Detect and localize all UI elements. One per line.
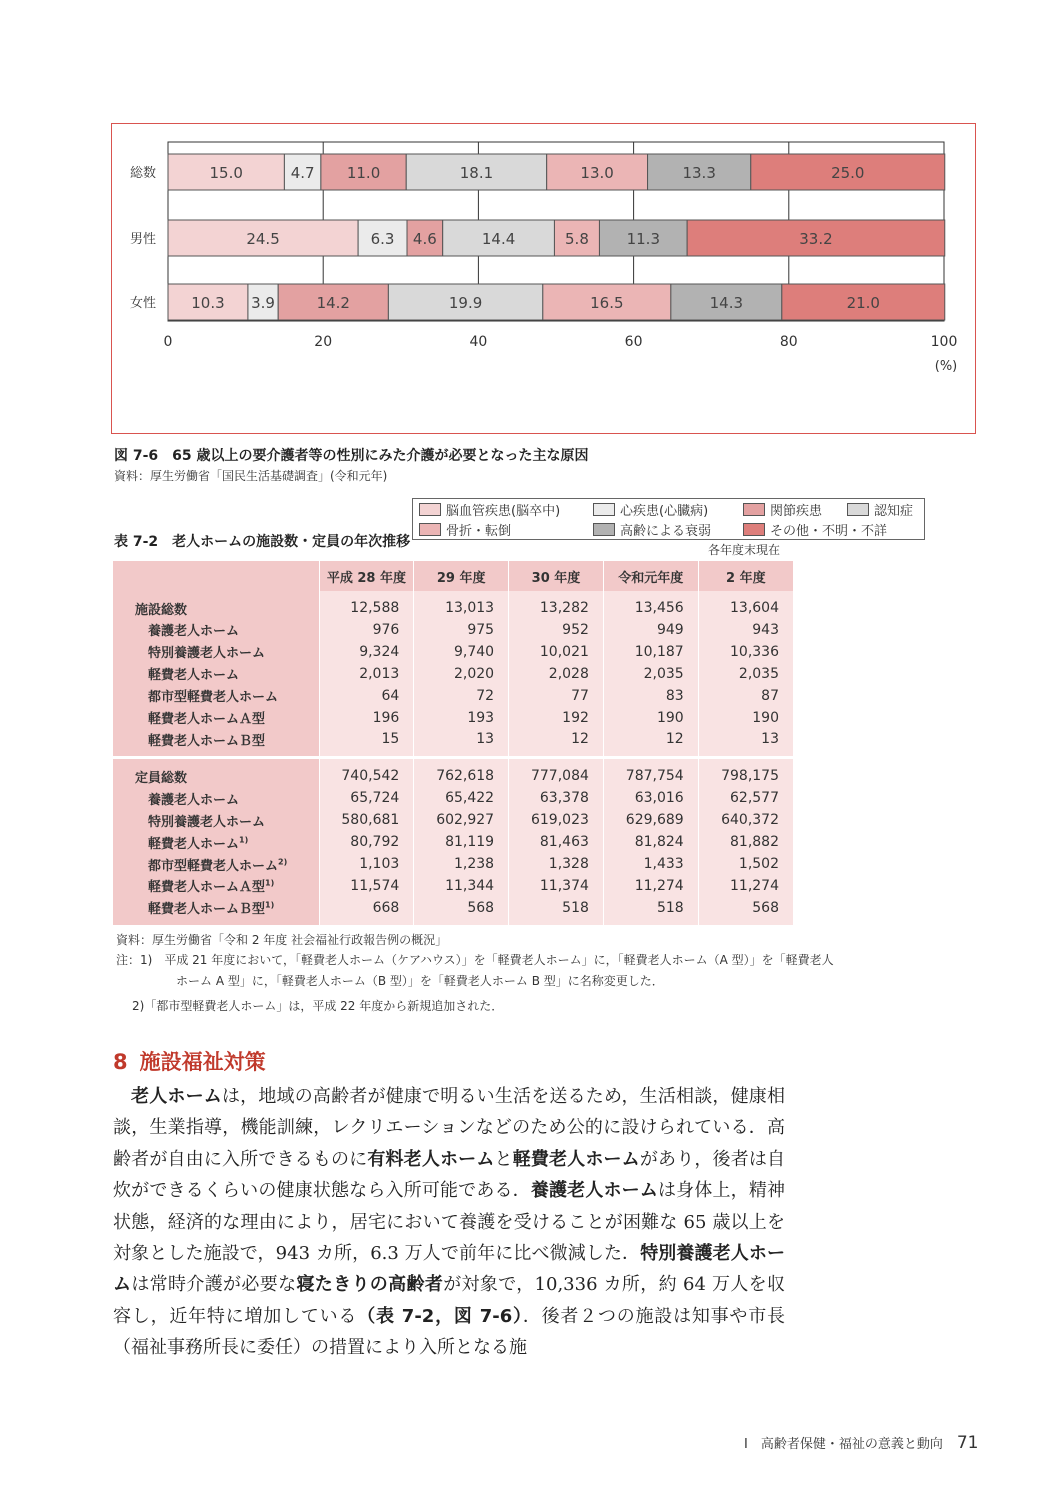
row-label: 都市型軽費老人ホーム$^{2)}$ bbox=[113, 853, 319, 875]
table-cell: 10,187 bbox=[603, 641, 698, 663]
table-cell: 943 bbox=[698, 619, 793, 641]
x-unit-label: (%) bbox=[934, 359, 958, 374]
row-label: 軽費老人ホームＡ型 bbox=[113, 707, 319, 729]
legend-label: 高齢による衰弱 bbox=[620, 523, 712, 539]
table-cell: 798,175 bbox=[698, 759, 793, 787]
body-text: は常時介護が必要な bbox=[131, 1274, 297, 1296]
x-tick-label: 0 bbox=[163, 334, 173, 350]
bar-value-label: 16.5 bbox=[590, 294, 624, 312]
table-cell: 13,604 bbox=[698, 591, 793, 619]
table-cell: 190 bbox=[603, 707, 698, 729]
table-title: 表 7-2 老人ホームの施設数・定員の年次推移 bbox=[114, 534, 411, 550]
body-bold: 老人ホーム bbox=[131, 1086, 222, 1107]
chart-legend bbox=[412, 498, 925, 540]
table-cell: 1,238 bbox=[414, 853, 509, 875]
table-cell: 1,433 bbox=[603, 853, 698, 875]
table-row bbox=[113, 641, 793, 663]
table-cell: 81,119 bbox=[414, 831, 509, 853]
section-title: 施設福祉対策 bbox=[139, 1050, 266, 1074]
body-text: が対象で，10,336 カ所，約 64 万人を収容し，近年特に増加している bbox=[113, 1274, 786, 1327]
table-row bbox=[113, 897, 793, 925]
table-row bbox=[113, 875, 793, 897]
x-tick-label: 80 bbox=[779, 334, 798, 350]
row-label: 軽費老人ホームＢ型 bbox=[113, 728, 319, 756]
stacked-bar-chart bbox=[112, 124, 977, 435]
table-cell: 9,324 bbox=[319, 641, 414, 663]
table-cell: 602,927 bbox=[414, 809, 509, 831]
table-cell: 518 bbox=[603, 897, 698, 925]
header-cell: 30 年度 bbox=[509, 561, 604, 591]
legend-item bbox=[419, 499, 560, 519]
table-row bbox=[113, 685, 793, 707]
row-label: 軽費老人ホームＡ型$^{1)}$ bbox=[113, 875, 319, 897]
legend-label: 認知症 bbox=[874, 503, 914, 519]
header-cell: 平成 28 年度 bbox=[319, 561, 414, 591]
table-cell: 10,336 bbox=[698, 641, 793, 663]
table-cell: 1,328 bbox=[509, 853, 604, 875]
table-cell: 12 bbox=[603, 728, 698, 756]
bar-value-label: 4.7 bbox=[290, 164, 315, 182]
x-tick-label: 40 bbox=[469, 334, 488, 350]
legend-label: 脳血管疾患(脳卒中) bbox=[446, 503, 561, 519]
table-cell: 13 bbox=[414, 728, 509, 756]
page-footer bbox=[744, 1433, 978, 1453]
bar-value-label: 18.1 bbox=[459, 164, 494, 182]
header-cell: 2 年度 bbox=[698, 561, 793, 591]
table-cell: 1,103 bbox=[319, 853, 414, 875]
table-cell: 619,023 bbox=[509, 809, 604, 831]
page-number: 71 bbox=[956, 1433, 979, 1453]
table-cell: 11,374 bbox=[509, 875, 604, 897]
bar-value-label: 14.4 bbox=[481, 230, 516, 248]
table-cell: 13,282 bbox=[509, 591, 604, 619]
row-label: 軽費老人ホーム bbox=[113, 663, 319, 685]
body-text: は身体上，精神状態，経済的な理由により，居宅において養護を受けることが困難な 65 歳以上を対象とした施設で，943 カ所，6.3 万人で前年に比べ微減した． bbox=[113, 1180, 786, 1265]
row-label: 軽費老人ホームＢ型$^{1)}$ bbox=[113, 897, 319, 925]
bar-value-label: 11.0 bbox=[346, 164, 381, 182]
bar-value-label: 15.0 bbox=[209, 164, 243, 182]
table-cell: 787,754 bbox=[603, 759, 698, 787]
bar-value-label: 33.2 bbox=[799, 230, 833, 248]
table-cell: 11,274 bbox=[603, 875, 698, 897]
table-cell: 2,035 bbox=[698, 663, 793, 685]
table-cell: 740,542 bbox=[319, 759, 414, 787]
table-cell: 11,574 bbox=[319, 875, 414, 897]
table-cell: 13,456 bbox=[603, 591, 698, 619]
header-cell: 29 年度 bbox=[414, 561, 509, 591]
bar-value-label: 21.0 bbox=[846, 294, 880, 312]
table-cell: 9,740 bbox=[414, 641, 509, 663]
body-text: ．後者２つの施設は知事や市長（福祉事務所長に委任）の措置により入所となる施 bbox=[113, 1305, 785, 1359]
table-cell: 668 bbox=[319, 897, 414, 925]
header-cell bbox=[113, 561, 319, 591]
legend-swatch bbox=[593, 503, 615, 516]
table-row bbox=[113, 728, 793, 756]
table-cell: 11,344 bbox=[414, 875, 509, 897]
bar-value-label: 24.5 bbox=[246, 230, 280, 248]
section-number: 8 bbox=[113, 1050, 128, 1074]
table-cell: 62,577 bbox=[698, 787, 793, 809]
legend-label: 心疾患(心臓病) bbox=[620, 503, 709, 519]
bar-value-label: 4.6 bbox=[412, 230, 437, 248]
legend-swatch bbox=[847, 503, 869, 516]
row-label: 特別養護老人ホーム bbox=[113, 641, 319, 663]
body-paragraph bbox=[113, 1081, 785, 1364]
bar-value-label: 14.2 bbox=[316, 294, 350, 312]
table-cell: 976 bbox=[319, 619, 414, 641]
facilities-table bbox=[113, 561, 793, 925]
table-cell: 13,013 bbox=[414, 591, 509, 619]
legend-swatch bbox=[743, 523, 765, 536]
table-cell: 13 bbox=[698, 728, 793, 756]
category-label: 男性 bbox=[130, 232, 157, 247]
table-row bbox=[113, 707, 793, 729]
bar-value-label: 3.9 bbox=[251, 294, 275, 312]
body-bold: 養護老人ホーム bbox=[530, 1180, 659, 1202]
table-cell: 11,274 bbox=[698, 875, 793, 897]
table-note: 各年度末現在 bbox=[708, 543, 781, 557]
table-cell: 72 bbox=[414, 685, 509, 707]
table-cell: 640,372 bbox=[698, 809, 793, 831]
row-label: 養護老人ホーム bbox=[113, 787, 319, 809]
table-cell: 63,016 bbox=[603, 787, 698, 809]
table-cell: 192 bbox=[509, 707, 604, 729]
legend-item bbox=[743, 499, 822, 519]
table-cell: 2,013 bbox=[319, 663, 414, 685]
body-bold: 特別養護老人ホーム bbox=[113, 1243, 785, 1296]
table-row bbox=[113, 591, 793, 619]
legend-item bbox=[593, 499, 708, 519]
table-cell: 83 bbox=[603, 685, 698, 707]
table-cell: 518 bbox=[509, 897, 604, 925]
bar-value-label: 6.3 bbox=[370, 230, 395, 248]
category-label: 女性 bbox=[130, 296, 157, 311]
table-cell: 777,084 bbox=[509, 759, 604, 787]
x-tick-label: 20 bbox=[314, 334, 333, 350]
bar-value-label: 10.3 bbox=[191, 294, 225, 312]
body-bold: 軽費老人ホーム bbox=[512, 1148, 640, 1170]
table-cell: 1,502 bbox=[698, 853, 793, 875]
table-note-1b: ホーム A 型」に，「軽費老人ホーム（B 型）」を「軽費老人ホーム B 型」に名称変更した． bbox=[176, 974, 664, 988]
legend-swatch bbox=[419, 523, 441, 536]
legend-item bbox=[743, 519, 887, 539]
legend-label: 関節疾患 bbox=[770, 503, 823, 519]
table-cell: 949 bbox=[603, 619, 698, 641]
legend-swatch bbox=[419, 503, 441, 516]
table-cell: 629,689 bbox=[603, 809, 698, 831]
table-cell: 12,588 bbox=[319, 591, 414, 619]
bar-value-label: 14.3 bbox=[709, 294, 744, 312]
body-bold: 有料老人ホーム bbox=[367, 1148, 495, 1170]
table-row bbox=[113, 809, 793, 831]
bar-value-label: 25.0 bbox=[831, 164, 865, 182]
header-cell: 令和元年度 bbox=[603, 561, 698, 591]
body-text: と bbox=[494, 1148, 513, 1170]
table-cell: 63,378 bbox=[509, 787, 604, 809]
table-row bbox=[113, 831, 793, 853]
table-cell: 2,028 bbox=[509, 663, 604, 685]
table-cell: 580,681 bbox=[319, 809, 414, 831]
row-label: 定員総数 bbox=[113, 759, 319, 787]
table-cell: 65,724 bbox=[319, 787, 414, 809]
bar-value-label: 11.3 bbox=[626, 230, 661, 248]
legend-swatch bbox=[743, 503, 765, 516]
category-label: 総数 bbox=[130, 166, 157, 181]
table-cell: 2,020 bbox=[414, 663, 509, 685]
table-row bbox=[113, 853, 793, 875]
footer-section: Ⅰ 高齢者保健・福祉の意義と動向 bbox=[744, 1437, 943, 1452]
row-label: 施設総数 bbox=[113, 591, 319, 619]
body-text: があり，後者は自炊ができるくらいの健康状態なら入所可能である． bbox=[113, 1148, 786, 1202]
table-cell: 568 bbox=[414, 897, 509, 925]
table-cell: 10,021 bbox=[509, 641, 604, 663]
table-row bbox=[113, 619, 793, 641]
bar-value-label: 13.3 bbox=[682, 164, 716, 182]
legend-label: その他・不明・不詳 bbox=[770, 523, 888, 539]
figure-caption: 図 7-6 65 歳以上の要介護者等の性別にみた介護が必要となった主な原因 bbox=[114, 448, 589, 464]
table-cell: 65,422 bbox=[414, 787, 509, 809]
legend-item bbox=[847, 499, 913, 519]
table-cell: 12 bbox=[509, 728, 604, 756]
table-cell: 975 bbox=[414, 619, 509, 641]
figure-source: 資料：厚生労働省「国民生活基礎調査」(令和元年) bbox=[114, 469, 388, 483]
row-label: 養護老人ホーム bbox=[113, 619, 319, 641]
body-bold: 寝たきりの高齢者 bbox=[296, 1274, 444, 1296]
table-cell: 81,463 bbox=[509, 831, 604, 853]
bar-value-label: 19.9 bbox=[448, 294, 483, 312]
row-label: 都市型軽費老人ホーム bbox=[113, 685, 319, 707]
legend-item bbox=[593, 519, 711, 539]
table-cell: 196 bbox=[319, 707, 414, 729]
row-label: 特別養護老人ホーム bbox=[113, 809, 319, 831]
table-cell: 81,824 bbox=[603, 831, 698, 853]
table-header-row bbox=[113, 561, 793, 591]
x-tick-label: 60 bbox=[624, 334, 643, 350]
table-cell: 64 bbox=[319, 685, 414, 707]
table-cell: 952 bbox=[509, 619, 604, 641]
table-row bbox=[113, 663, 793, 685]
table-cell: 193 bbox=[414, 707, 509, 729]
section-heading bbox=[113, 1046, 266, 1076]
table-cell: 2,035 bbox=[603, 663, 698, 685]
legend-swatch bbox=[593, 523, 615, 536]
table-note-1a: 注：1) 平成 21 年度において，「軽費老人ホーム（ケアハウス）」を「軽費老人ホーム」に，「軽費老人ホーム（A 型）」を「軽費老人 bbox=[116, 953, 834, 967]
row-label: 軽費老人ホーム$^{1)}$ bbox=[113, 831, 319, 853]
table-cell: 15 bbox=[319, 728, 414, 756]
table-row bbox=[113, 787, 793, 809]
table-cell: 81,882 bbox=[698, 831, 793, 853]
bar-value-label: 13.0 bbox=[580, 164, 614, 182]
table-cell: 87 bbox=[698, 685, 793, 707]
table-cell: 568 bbox=[698, 897, 793, 925]
table-cell: 77 bbox=[509, 685, 604, 707]
table-cell: 80,792 bbox=[319, 831, 414, 853]
table-cell: 762,618 bbox=[414, 759, 509, 787]
table-cell: 190 bbox=[698, 707, 793, 729]
table-source: 資料：厚生労働省「令和 2 年度 社会福祉行政報告例の概況」 bbox=[116, 933, 448, 947]
legend-item bbox=[419, 519, 511, 539]
table-note-2: 2)「都市型軽費老人ホーム」は，平成 22 年度から新規追加された． bbox=[132, 999, 504, 1013]
body-bold: （表 7-2，図 7-6） bbox=[357, 1305, 523, 1327]
body-text: は，地域の高齢者が健康で明るい生活を送るため，生活相談，健康相談，生業指導，機能訓練，レクリエーションなどのため公的に設けられている．高齢者が自由に入所できるものに bbox=[113, 1086, 786, 1170]
bar-value-label: 5.8 bbox=[565, 230, 589, 248]
legend-label: 骨折・転倒 bbox=[446, 523, 512, 539]
x-tick-label: 100 bbox=[930, 334, 958, 350]
table-row bbox=[113, 759, 793, 787]
